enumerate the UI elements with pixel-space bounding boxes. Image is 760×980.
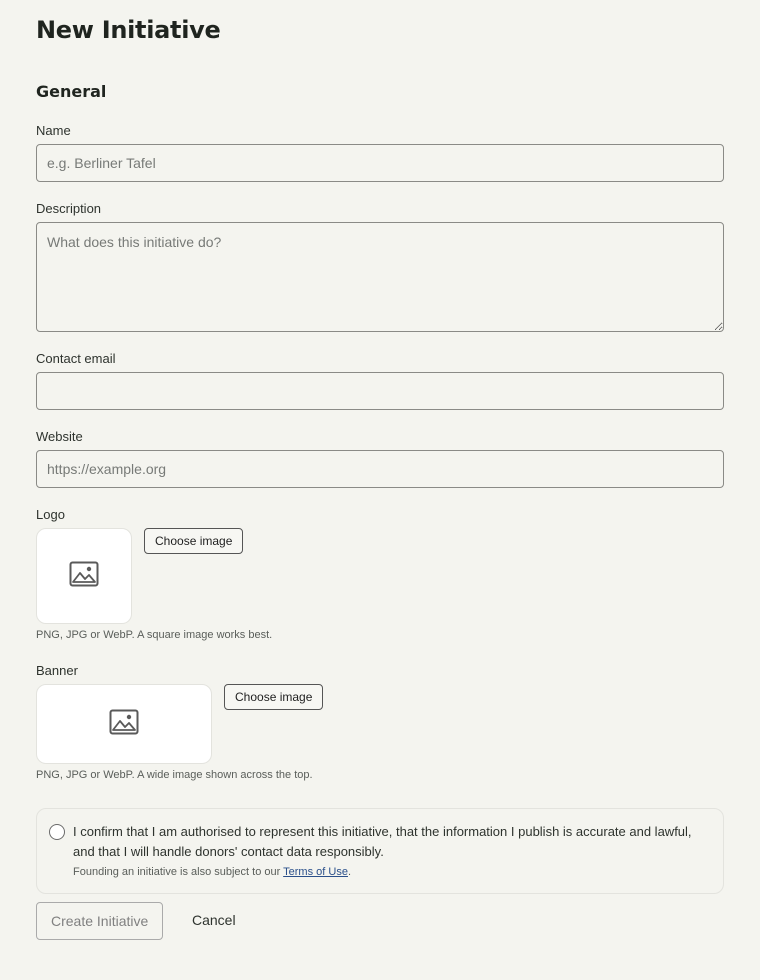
website-label: Website xyxy=(36,429,83,444)
name-label: Name xyxy=(36,123,71,138)
consent-text: I confirm that I am authorised to represent this initiative, that the information I publish is accurate and lawful, and that I will handle donors' contact data responsibly. xyxy=(73,824,692,859)
banner-preview xyxy=(36,684,212,764)
logo-choose-image-button[interactable]: Choose image xyxy=(144,528,243,554)
website-input[interactable] xyxy=(36,450,724,488)
banner-label: Banner xyxy=(36,663,78,678)
terms-note-suffix: . xyxy=(347,866,352,878)
banner-hint: PNG, JPG or WebP. A wide image shown across the top. xyxy=(36,769,313,781)
logo-label: Logo xyxy=(36,507,65,522)
cancel-button[interactable]: Cancel xyxy=(192,912,236,928)
image-icon xyxy=(109,709,139,740)
consent-box xyxy=(36,808,724,894)
image-icon xyxy=(69,561,99,592)
description-input[interactable] xyxy=(36,222,724,332)
logo-hint: PNG, JPG or WebP. A square image works best. xyxy=(36,629,273,641)
page-title: New Initiative xyxy=(36,16,221,44)
create-initiative-button[interactable]: Create Initiative xyxy=(36,902,163,940)
terms-note xyxy=(73,866,351,878)
description-label: Description xyxy=(36,201,102,216)
section-heading: General xyxy=(36,82,107,101)
logo-preview xyxy=(36,528,132,624)
terms-of-use-link[interactable]: Terms of Use xyxy=(283,866,348,878)
banner-choose-image-button[interactable]: Choose image xyxy=(224,684,323,710)
terms-note-prefix: Founding an initiative is also subject to our xyxy=(73,866,281,878)
name-input[interactable] xyxy=(36,144,724,182)
contact-email-input[interactable] xyxy=(36,372,724,410)
consent-checkbox[interactable] xyxy=(49,824,65,840)
contact-email-label: Contact email xyxy=(36,351,116,366)
